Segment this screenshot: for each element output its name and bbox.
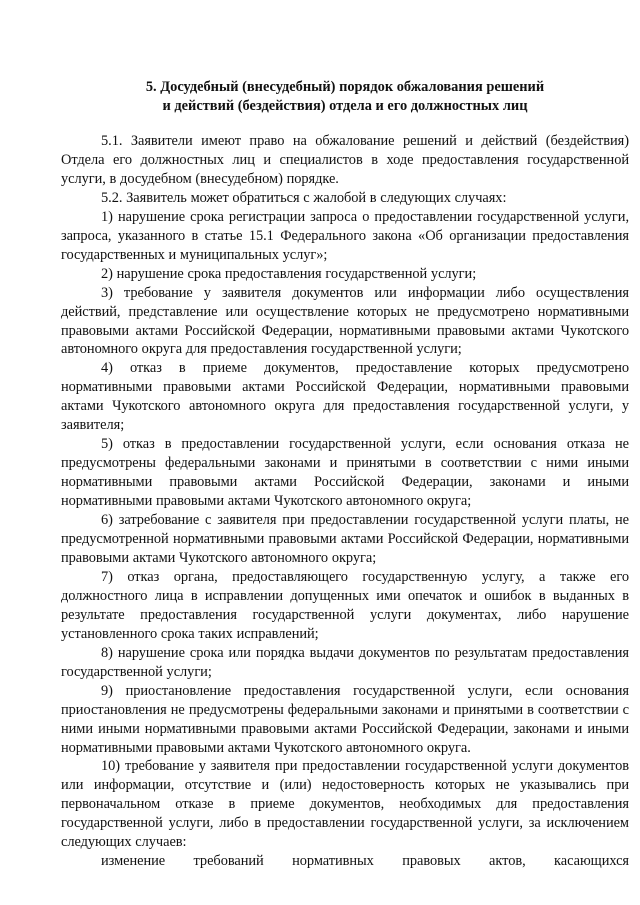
list-item-5: 5) отказ в предоставлении государственной услуги, если основания отказа не предусмотрены федеральными законами и принятыми в соответствии с ними иными нормативными правовыми актами Российской Федерации, законами и иными нормативными правовыми актами Чукотского автономного округа; — [61, 436, 629, 510]
list-item-3: 3) требование у заявителя документов или информации либо осуществления действий, представление или осуществление которых не предусмотрено нормативными правовыми актами Российской Федерации, нормативными правовыми актами Чукотского автономного округа для предоставления государственной услуги; — [61, 284, 629, 358]
section-title-line-1: 5. Досудебный (внесудебный) порядок обжалования решений — [145, 79, 545, 95]
list-item-9: 9) приостановление предоставления государственной услуги, если основания приостановления не предусмотрены федеральными законами и принятыми в соответствии с ними иными нормативными правовыми актами Российской Федерации, законами и иными нормативными правовыми актами Чукотского автономного округа. — [61, 682, 629, 756]
section-title — [61, 78, 629, 116]
section-title-line-2: и действий (бездействия) отдела и его должностных лиц — [162, 98, 528, 114]
list-item-continuation: изменение требований нормативных правовых актов, касающихся — [101, 853, 629, 870]
list-item-7: 7) отказ органа, предоставляющего государственную услугу, а также его должностного лица в исправлении допущенных ими опечаток и ошибок в выданных в результате предоставления государственной услуги документах, либо нарушение установленного срока таких исправлений; — [61, 568, 629, 642]
paragraph-5-2: 5.2. Заявитель может обратиться с жалобой в следующих случаях: — [101, 189, 507, 206]
list-item-4: 4) отказ в приеме документов, предоставление которых предусмотрено нормативными правовыми актами Российской Федерации, нормативными правовыми актами Чукотского автономного округа для предоставления государственной услуги, у заявителя; — [61, 360, 629, 434]
paragraph-5-1: 5.1. Заявители имеют право на обжалование решений и действий (бездействия) Отдела его должностных лиц и специалистов в ходе предоставления государственной услуги, в досудебном (внесудебном) порядке. — [61, 133, 629, 187]
list-item-2: 2) нарушение срока предоставления государственной услуги; — [101, 265, 477, 282]
list-item-1: 1) нарушение срока регистрации запроса о предоставлении государственной услуги, запроса, указанного в статье 15.1 Федерального закона «Об организации предоставления государственных и муниципальных услуг»; — [61, 208, 629, 263]
list-item-10: 10) требование у заявителя при предоставлении государственной услуги документов или информации, отсутствие и (или) недостоверность которых не указывались при первоначальном отказе в приеме документов, необходимых для предоставления государственной услуги, либо в предоставлении государственной услуги, за исключением следующих случаев: — [61, 758, 629, 851]
list-item-8: 8) нарушение срока или порядка выдачи документов по результатам предоставления государственной услуги; — [61, 644, 629, 680]
list-item-6: 6) затребование с заявителя при предоставлении государственной услуги платы, не предусмотренной нормативными правовыми актами Российской Федерации, нормативными правовыми актами Чукотского автономного округа; — [61, 512, 629, 566]
